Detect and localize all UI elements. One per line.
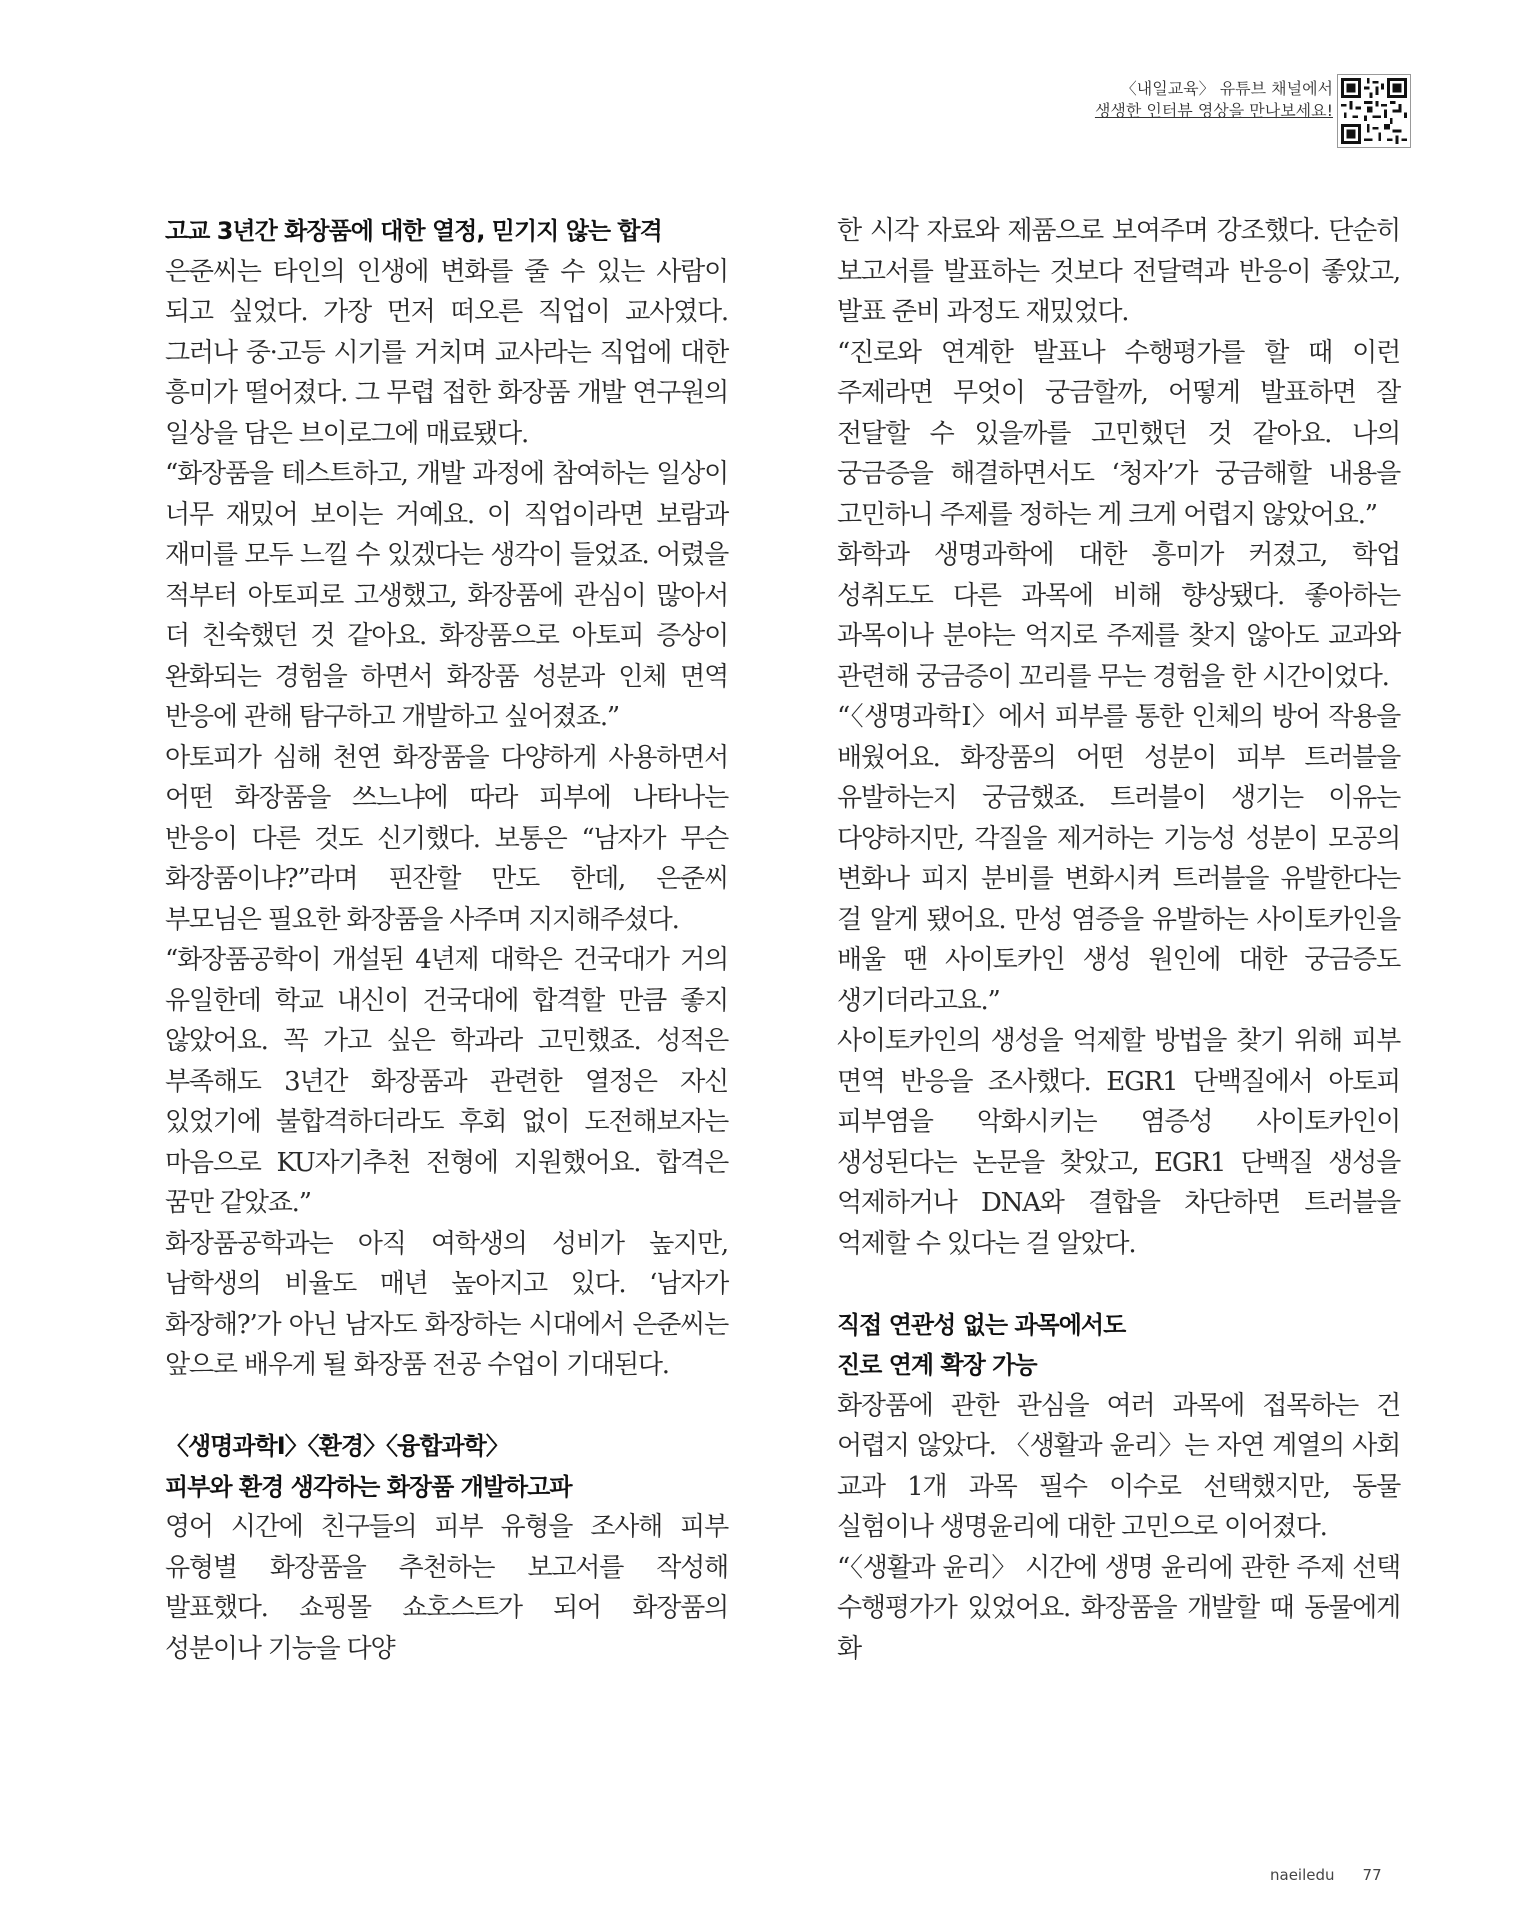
paragraph: 화학과 생명과학에 대한 흥미가 커졌고, 학업 성취도도 다른 과목에 비해 향상됐다. 좋아하는 과목이나 분야는 억지로 주제를 찾지 않아도 교과와 관련해 궁금증이 꼬리를 무는 경험을 한 시간이었다.	[837, 540, 1400, 692]
paragraph: 한 시각 자료와 제품으로 보여주며 강조했다. 단순히 보고서를 발표하는 것보다 전달력과 반응이 좋았고, 발표 준비 과정도 재밌었다.	[837, 216, 1400, 327]
paragraph: 영어 시간에 친구들의 피부 유형을 조사해 피부 유형별 화장품을 추천하는 보고서를 작성해 발표했다. 쇼핑몰 쇼호스트가 되어 화장품의 성분이나 기능을 다양	[165, 1512, 728, 1664]
spacer	[837, 1264, 1400, 1305]
section-heading-subjects: 〈생명과학Ⅰ〉〈환경〉〈융합과학〉	[165, 1432, 509, 1460]
quote-paragraph: “〈생활과 윤리〉 시간에 생명 윤리에 관한 주제 선택 수행평가가 있었어요. 화장품을 개발할 때 동물에게 화	[837, 1552, 1400, 1664]
quote-paragraph: “진로와 연계한 발표나 수행평가를 할 때 이런 주제라면 무엇이 궁금할까, 어떻게 발표하면 잘 전달할 수 있을까를 고민했던 것 같아요. 나의 궁금증을 해결하면서도 ‘청자’가 궁금해할 내용을 고민하니 주제를 정하는 게 크게 어렵지 않았어요.”	[837, 337, 1400, 530]
section-heading-passion: 고교 3년간 화장품에 대한 열정, 믿기지 않는 합격	[165, 217, 662, 245]
paragraph: 화장품공학과는 아직 여학생의 성비가 높지만, 남학생의 비율도 매년 높아지고 있다. ‘남자가 화장해?’가 아닌 남자도 화장하는 시대에서 은준씨는 앞으로 배우게 될 화장품 전공 수업이 기대된다.	[165, 1228, 728, 1380]
quote-paragraph: “〈생명과학Ⅰ〉에서 피부를 통한 인체의 방어 작용을 배웠어요. 화장품의 어떤 성분이 피부 트러블을 유발하는지 궁금했죠. 트러블이 생기는 이유는 다양하지만, 각질을 제거하는 기능성 성분이 모공의 변화나 피지 분비를 변화시켜 트러블을 유발한다는 걸 알게 됐어요. 만성 염증을 유발하는 사이토카인을 배울 땐 사이토카인 생성 원인에 대한 궁금증도 생기더라고요.”	[837, 702, 1400, 1016]
section-heading-skin-environment: 피부와 환경 생각하는 화장품 개발하고파	[165, 1472, 572, 1501]
left-column	[165, 211, 728, 1669]
paragraph: 화장품에 관한 관심을 여러 과목에 접목하는 건 어렵지 않았다. 〈생활과 윤리〉는 자연 계열의 사회 교과 1개 과목 필수 이수로 선택했지만, 동물 실험이나 생명윤리에 대한 고민으로 이어졌다.	[837, 1390, 1400, 1542]
section-heading-indirect-subjects: 직접 연관성 없는 과목에서도	[837, 1310, 1126, 1339]
youtube-promo	[1095, 78, 1333, 122]
page-footer	[1270, 1866, 1382, 1884]
promo-line-2[interactable]: 생생한 인터뷰 영상을 만나보세요!	[1094, 101, 1333, 120]
quote-paragraph: “화장품을 테스트하고, 개발 과정에 참여하는 일상이 너무 재밌어 보이는 거예요. 이 직업이라면 보람과 재미를 모두 느낄 수 있겠다는 생각이 들었죠. 어렸을 적부터 아토피로 고생했고, 화장품에 관심이 많아서 더 친숙했던 것 같아요. 화장품으로 아토피 증상이 완화되는 경험을 하면서 화장품 성분과 인체 면역 반응에 관해 탐구하고 개발하고 싶어졌죠.”	[165, 459, 728, 732]
quote-paragraph: “화장품공학이 개설된 4년제 대학은 건국대가 거의 유일한데 학교 내신이 건국대에 합격할 만큼 좋지 않았어요. 꼭 가고 싶은 학과라 고민했죠. 성적은 부족해도 3년간 화장품과 관련한 열정은 자신 있었기에 불합격하더라도 후회 없이 도전해보자는 마음으로 KU자기추천 전형에 지원했어요. 합격은 꿈만 같았죠.”	[165, 945, 728, 1218]
right-column	[837, 211, 1400, 1669]
qr-code-icon[interactable]	[1337, 74, 1411, 148]
spacer	[165, 1386, 728, 1427]
paragraph: 사이토카인의 생성을 억제할 방법을 찾기 위해 피부 면역 반응을 조사했다. EGR1 단백질에서 아토피 피부염을 악화시키는 염증성 사이토카인이 생성된다는 논문을 찾았고, EGR1 단백질 생성을 억제하거나 DNA와 결합을 차단하면 트러블을 억제할 수 있다는 걸 알았다.	[837, 1026, 1400, 1259]
paragraph: 아토피가 심해 천연 화장품을 다양하게 사용하면서 어떤 화장품을 쓰느냐에 따라 피부에 나타나는 반응이 다른 것도 신기했다. 보통은 “남자가 무슨 화장품이냐?”라며 핀잔할 만도 한데, 은준씨 부모님은 필요한 화장품을 사주며 지지해주셨다.	[165, 742, 728, 935]
paragraph: 은준씨는 타인의 인생에 변화를 줄 수 있는 사람이 되고 싶었다. 가장 먼저 떠오른 직업이 교사였다. 그러나 중·고등 시기를 거치며 교사라는 직업에 대한 흥미가 떨어졌다. 그 무렵 접한 화장품 개발 연구원의 일상을 담은 브이로그에 매료됐다.	[165, 256, 728, 449]
page-number: 77	[1362, 1866, 1382, 1884]
section-heading-career-expansion: 진로 연계 확장 가능	[837, 1351, 1037, 1379]
footer-brand: naeiledu	[1270, 1866, 1335, 1884]
promo-line-1: 〈내일교육〉 유튜브 채널에서	[1120, 79, 1333, 98]
